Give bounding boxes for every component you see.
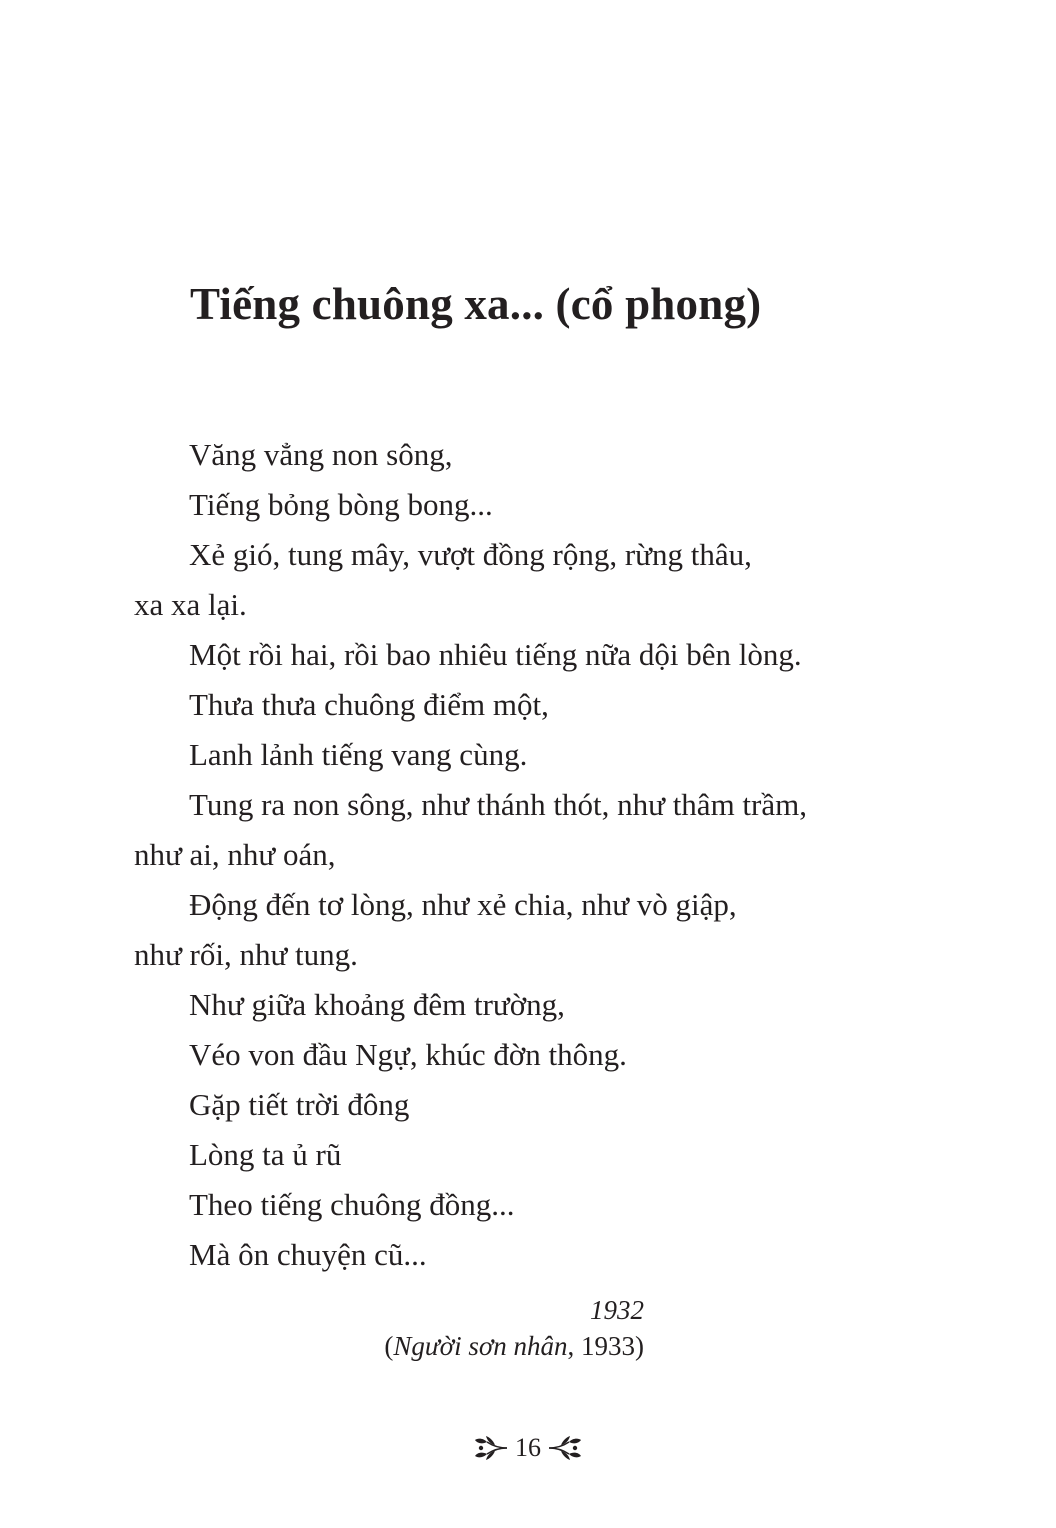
- poem-line: như rối, như tung.: [134, 937, 358, 972]
- source-title: Người sơn nhân: [393, 1331, 568, 1361]
- poem-source: [384, 1328, 644, 1364]
- poem-body: [134, 430, 934, 1280]
- leaf-ornament-icon: [547, 1434, 583, 1462]
- poem-line: Xẻ gió, tung mây, vượt đồng rộng, rừng thâu,: [189, 537, 752, 572]
- page-footer: [0, 1428, 1056, 1468]
- poem-line: Lanh lảnh tiếng vang cùng.: [189, 737, 528, 772]
- leaf-ornament-icon: [473, 1434, 509, 1462]
- poem-line: Động đến tơ lòng, như xẻ chia, như vò giập,: [189, 887, 737, 922]
- poem-line: xa xa lại.: [134, 587, 247, 622]
- poem-line: Như giữa khoảng đêm trường,: [189, 987, 565, 1022]
- source-rest: , 1933): [567, 1331, 644, 1361]
- poem-line: Một rồi hai, rồi bao nhiêu tiếng nữa dội bên lòng.: [189, 637, 802, 672]
- poem-line: Văng vẳng non sông,: [189, 437, 453, 472]
- poem-line: Tiếng bỏng bòng bong...: [189, 487, 493, 522]
- poem-line: Véo von đầu Ngự, khúc đờn thông.: [189, 1037, 627, 1072]
- poem-line: Thưa thưa chuông điểm một,: [189, 687, 549, 722]
- poem-line: Theo tiếng chuông đồng...: [189, 1187, 515, 1222]
- page-number: 16: [515, 1433, 541, 1462]
- poem-line: Lòng ta ủ rũ: [189, 1137, 342, 1172]
- source-open-paren: (: [384, 1331, 394, 1361]
- poem-line: Gặp tiết trời đông: [189, 1087, 410, 1122]
- poem-line: Tung ra non sông, như thánh thót, như thâm trầm,: [189, 787, 807, 822]
- poem-date: 1932: [590, 1295, 644, 1325]
- poem-line: Mà ôn chuyện cũ...: [189, 1237, 427, 1272]
- poem-line: như ai, như oán,: [134, 837, 336, 872]
- page-title: Tiếng chuông xa... (cổ phong): [190, 279, 762, 329]
